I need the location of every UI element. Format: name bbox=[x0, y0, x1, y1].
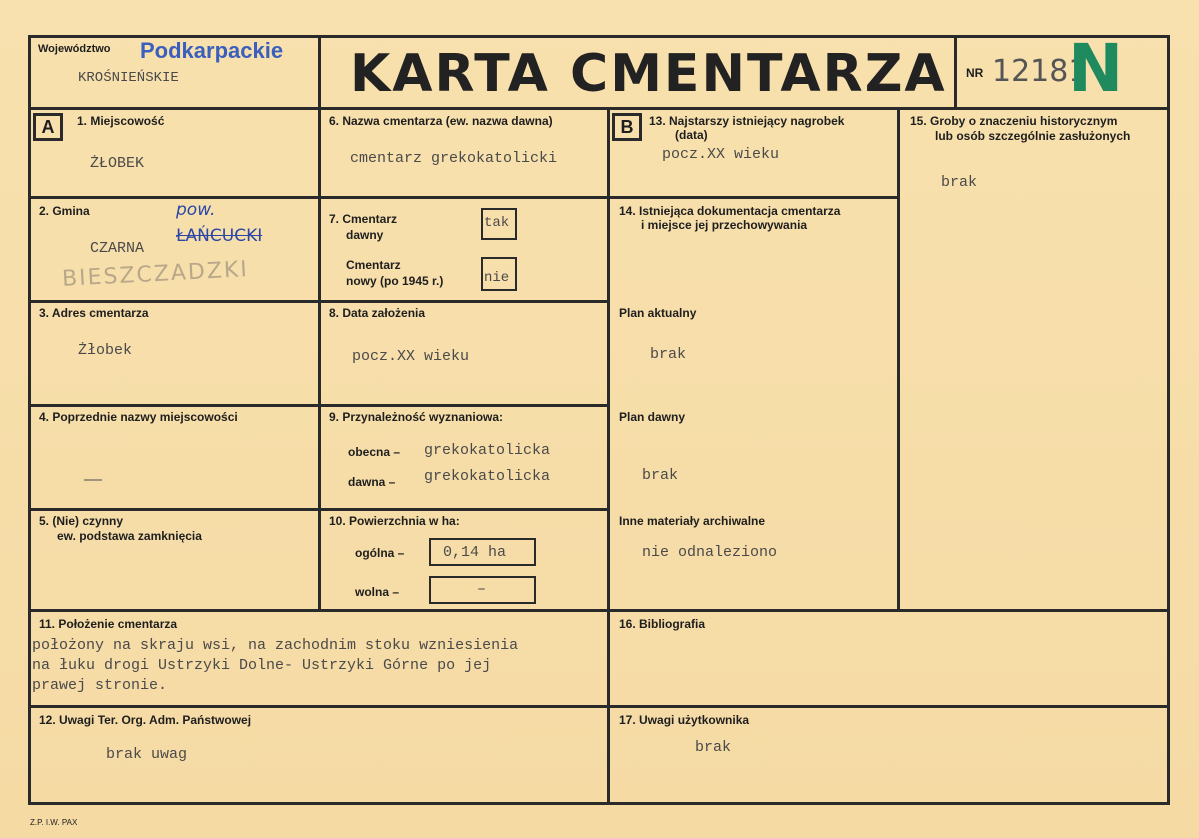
field-11-line-3: prawej stronie. bbox=[32, 677, 168, 694]
field-4-value: —— bbox=[84, 472, 103, 489]
field-7-nowy-label: nowy (po 1945 r.) bbox=[346, 274, 444, 288]
field-7-dawny-label: dawny bbox=[346, 228, 384, 242]
plan-aktualny-value: brak bbox=[650, 346, 687, 363]
row-line bbox=[28, 609, 1170, 612]
field-17-label: 17. Uwagi użytkownika bbox=[619, 713, 750, 727]
field-10-label: 10. Powierzchnia w ha: bbox=[329, 514, 460, 528]
inne-materialy-label: Inne materiały archiwalne bbox=[619, 514, 766, 528]
nr-label: NR bbox=[966, 66, 984, 80]
field-5-label: 5. (Nie) czynny bbox=[39, 514, 124, 528]
section-a-marker: A bbox=[33, 113, 63, 141]
field-5-sublabel: ew. podstawa zamknięcia bbox=[57, 529, 202, 543]
wolna-label: wolna – bbox=[355, 585, 400, 599]
field-7-label: 7. Cmentarz bbox=[329, 212, 398, 226]
field-13-sublabel: (data) bbox=[675, 128, 708, 142]
field-13-value: pocz.XX wieku bbox=[662, 146, 780, 163]
obecna-label: obecna – bbox=[348, 445, 401, 459]
col-divider-2 bbox=[607, 107, 610, 805]
dawna-value: grekokatolicka bbox=[424, 468, 551, 485]
powiat-handwritten: pow. bbox=[176, 200, 216, 220]
header-divider bbox=[28, 107, 1170, 110]
row-line bbox=[28, 196, 608, 199]
dawna-label: dawna – bbox=[348, 475, 396, 489]
voivodeship-label: Województwo bbox=[38, 43, 111, 55]
field-3-value: Żłobek bbox=[78, 342, 133, 359]
row-line bbox=[28, 508, 608, 511]
plan-aktualny-label: Plan aktualny bbox=[619, 306, 697, 320]
ogolna-value: 0,14 ha bbox=[443, 544, 507, 561]
field-11-label: 11. Położenie cmentarza bbox=[39, 617, 178, 631]
field-6-label: 6. Nazwa cmentarza (ew. nazwa dawna) bbox=[329, 114, 553, 128]
region-typed: KROŚNIEŃSKIE bbox=[78, 70, 179, 86]
field-7-nowy-title: Cmentarz bbox=[346, 258, 401, 272]
field-15-label: 15. Groby o znaczeniu historycznym bbox=[910, 114, 1118, 128]
field-8-label: 8. Data założenia bbox=[329, 306, 426, 320]
field-12-value: brak uwag bbox=[106, 746, 188, 763]
field-3-label: 3. Adres cmentarza bbox=[39, 306, 149, 320]
col-divider-3 bbox=[897, 107, 900, 612]
field-1-value: ŻŁOBEK bbox=[90, 155, 145, 172]
field-13-label: 13. Najstarszy istniejący nagrobek bbox=[649, 114, 845, 128]
wolna-value: – bbox=[477, 581, 487, 598]
plan-dawny-value: brak bbox=[642, 467, 679, 484]
section-b-marker: B bbox=[612, 113, 642, 141]
row-line bbox=[28, 705, 1170, 708]
field-15-value: brak bbox=[941, 174, 978, 191]
row-line bbox=[28, 300, 608, 303]
field-1-label: 1. Miejscowość bbox=[77, 114, 165, 128]
row-line bbox=[28, 404, 608, 407]
row-line bbox=[607, 196, 899, 199]
card-title: KARTA CMENTARZA bbox=[350, 44, 947, 104]
inne-materialy-value: nie odnaleziono bbox=[642, 544, 778, 561]
field-8-value: pocz.XX wieku bbox=[352, 348, 470, 365]
obecna-value: grekokatolicka bbox=[424, 442, 551, 459]
field-2-label: 2. Gmina bbox=[39, 204, 90, 218]
header-right-divider bbox=[954, 35, 957, 108]
field-15-sublabel: lub osób szczególnie zasłużonych bbox=[935, 129, 1131, 143]
ogolna-label: ogólna – bbox=[355, 546, 405, 560]
nowy-value: nie bbox=[484, 270, 510, 286]
plan-dawny-label: Plan dawny bbox=[619, 410, 686, 424]
field-4-label: 4. Poprzednie nazwy miejscowości bbox=[39, 410, 238, 424]
powiat-struck: ŁAŃCUCKI bbox=[176, 226, 263, 246]
powiat-stamp: BIESZCZADZKI bbox=[61, 257, 250, 292]
field-14-label: 14. Istniejąca dokumentacja cmentarza bbox=[619, 204, 841, 218]
field-16-label: 16. Bibliografia bbox=[619, 617, 706, 631]
printer-imprint: Z.P. I.W. PAX bbox=[30, 818, 78, 827]
nr-letter: N bbox=[1068, 30, 1124, 107]
field-11-line-1: położony na skraju wsi, na zachodnim stoku wzniesienia bbox=[32, 637, 519, 654]
field-14-sublabel: i miejsce jej przechowywania bbox=[641, 218, 808, 232]
voivodeship-stamp: Podkarpackie bbox=[140, 38, 284, 63]
field-17-value: brak bbox=[695, 739, 732, 756]
header-left-divider bbox=[318, 35, 321, 108]
dawny-value: tak bbox=[484, 215, 510, 231]
field-12-label: 12. Uwagi Ter. Org. Adm. Państwowej bbox=[39, 713, 252, 727]
field-6-value: cmentarz grekokatolicki bbox=[350, 150, 558, 167]
col-divider-1 bbox=[318, 107, 321, 612]
field-2-value: CZARNA bbox=[90, 240, 145, 257]
nr-value: 12181 bbox=[992, 54, 1088, 89]
field-9-label: 9. Przynależność wyznaniowa: bbox=[329, 410, 504, 424]
field-11-line-2: na łuku drogi Ustrzyki Dolne- Ustrzyki Górne po jej bbox=[32, 657, 492, 674]
